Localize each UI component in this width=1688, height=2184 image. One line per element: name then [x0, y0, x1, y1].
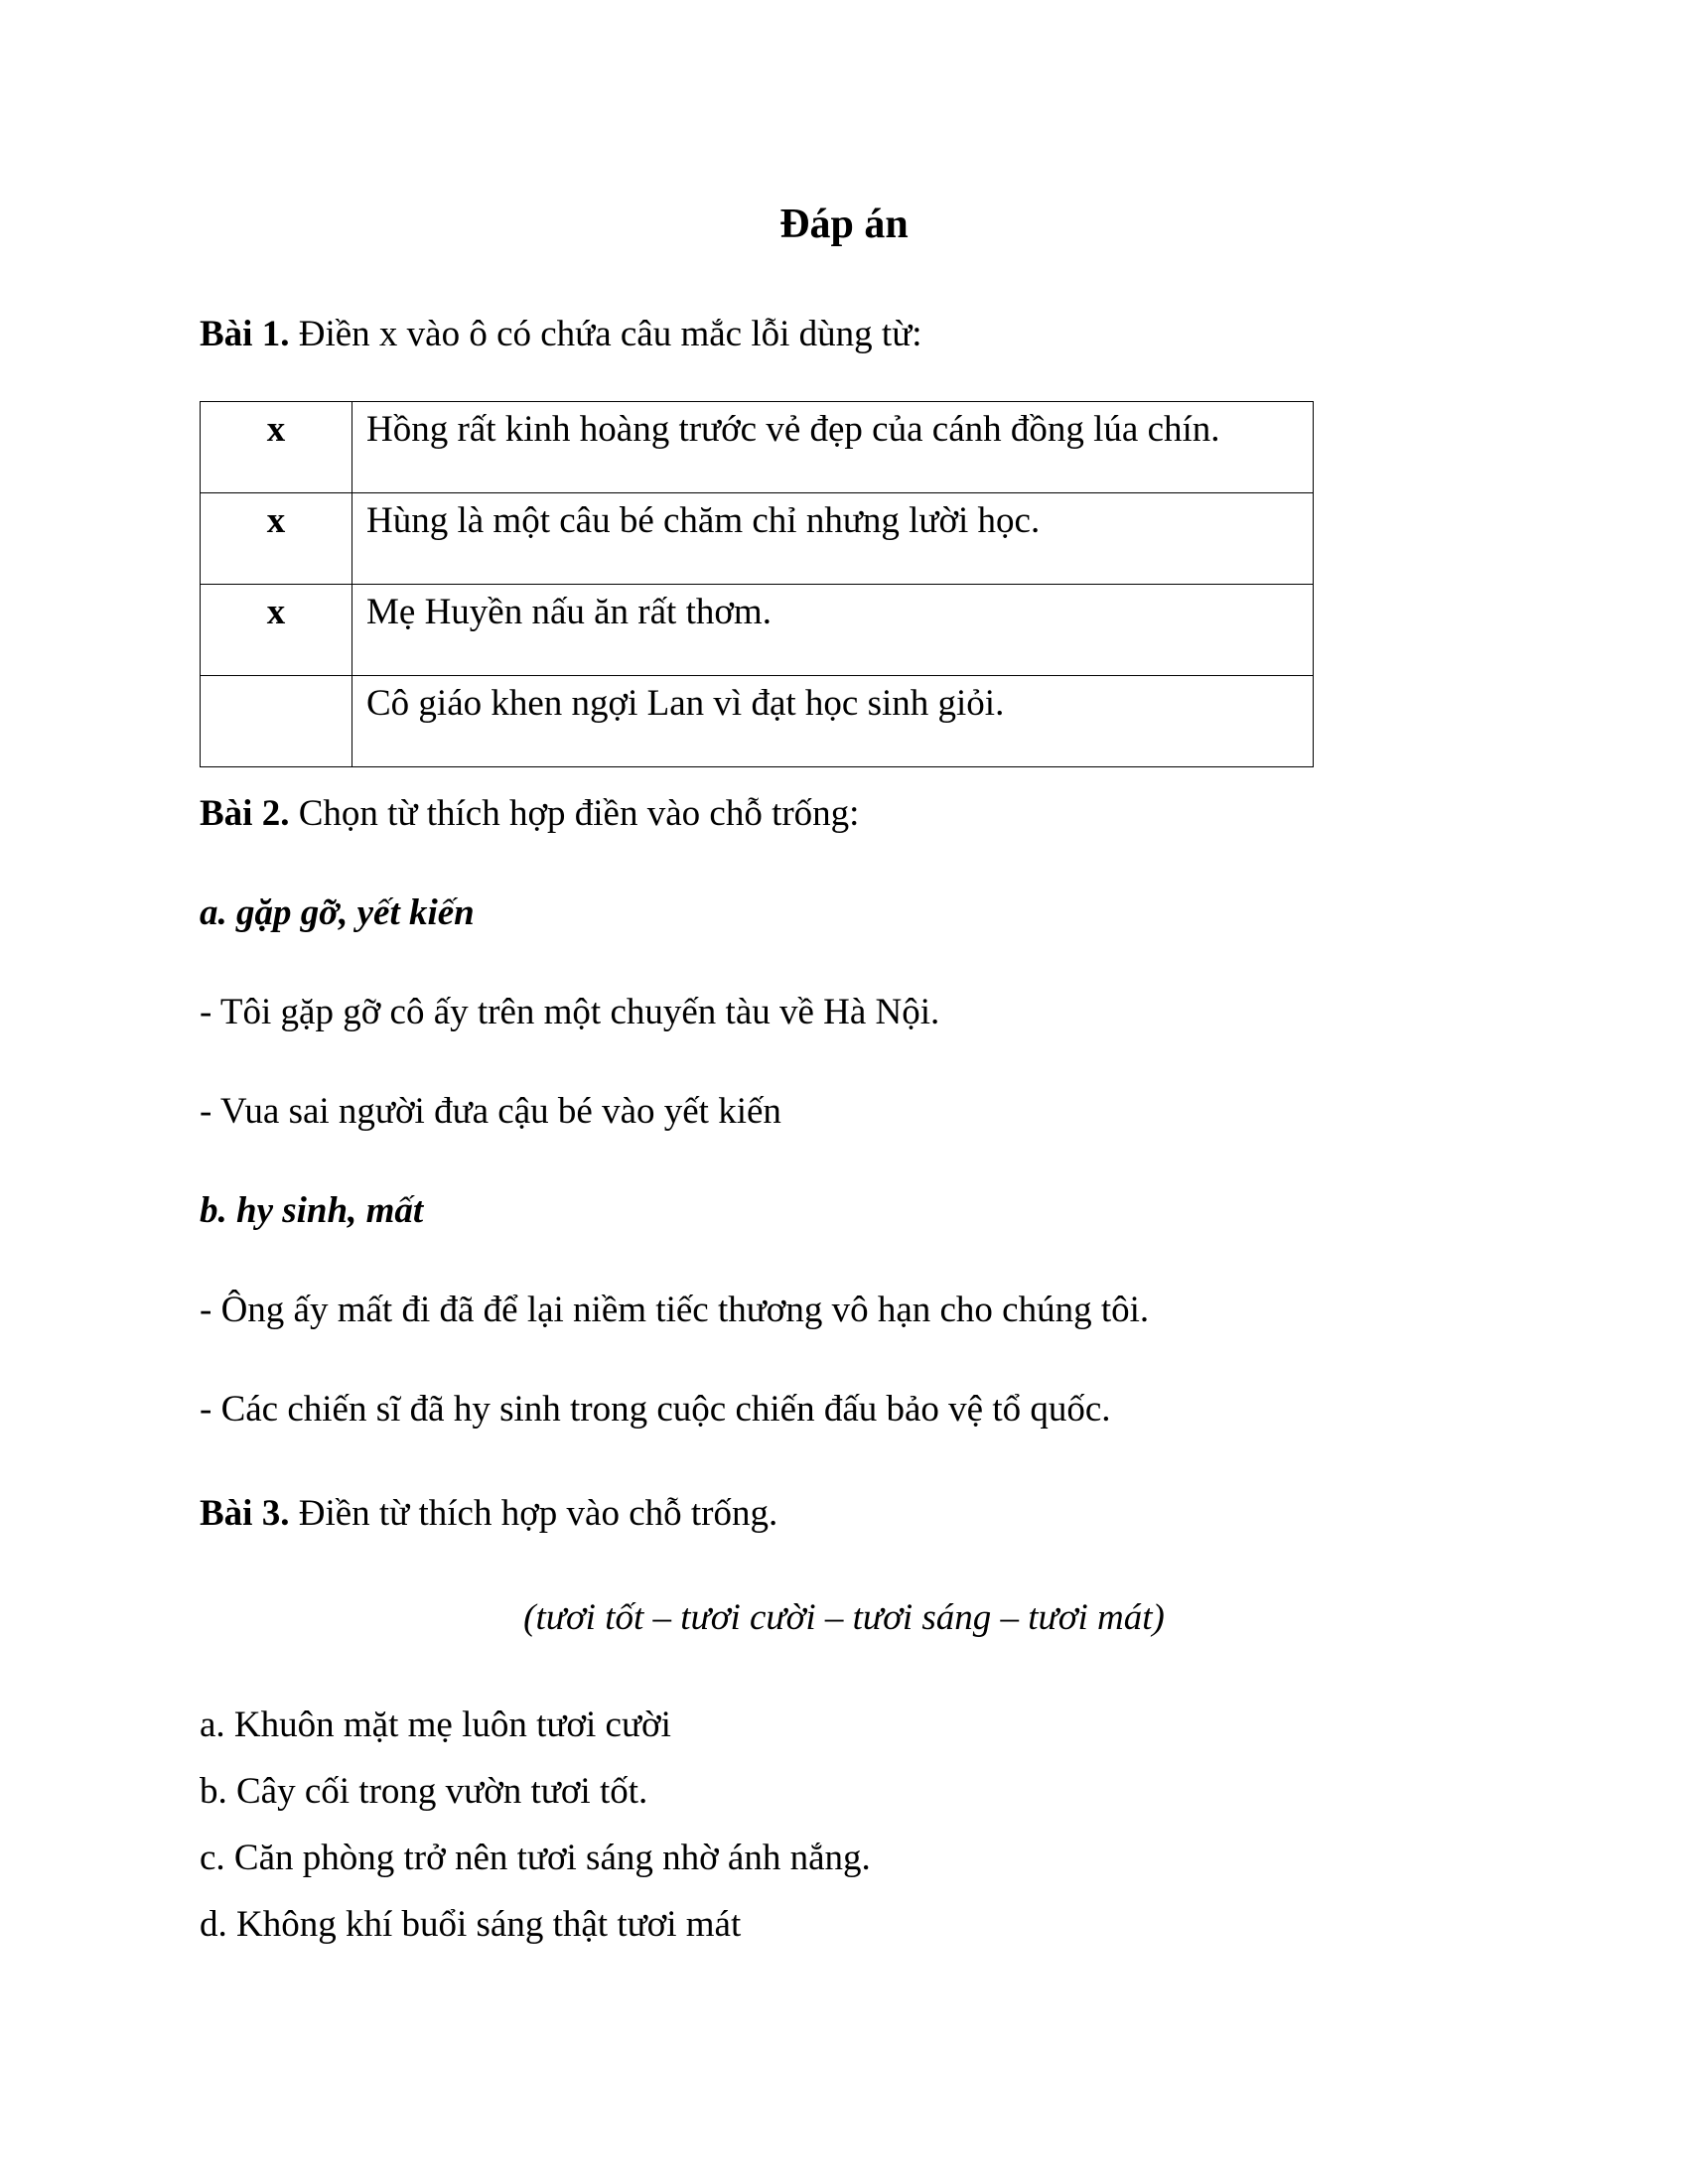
- sentence-cell: Cô giáo khen ngợi Lan vì đạt học sinh giỏi.: [352, 676, 1314, 767]
- answer-mark-cell: x: [201, 402, 352, 493]
- exercise-3-heading: [200, 1489, 777, 1539]
- exercise-2-label: Bài 2.: [200, 793, 290, 834]
- sentence-cell: Hồng rất kinh hoàng trước vẻ đẹp của cánh đồng lúa chín.: [352, 402, 1314, 493]
- exercise-2-prompt: Chọn từ thích hợp điền vào chỗ trống:: [289, 793, 860, 834]
- exercise-2-part-a-heading: a. gặp gỡ, yết kiến: [200, 892, 475, 933]
- exercise-1-heading: [200, 310, 922, 359]
- exercise-2-part-a-line: - Vua sai người đưa cậu bé vào yết kiến: [200, 1091, 781, 1132]
- exercise-3-answer: d. Không khí buổi sáng thật tươi mát: [200, 1904, 742, 1945]
- exercise-3-answer: b. Cây cối trong vườn tươi tốt.: [200, 1771, 648, 1812]
- exercise-2-part-b-line: - Các chiến sĩ đã hy sinh trong cuộc chiến đấu bảo vệ tổ quốc.: [200, 1389, 1111, 1430]
- exercise-3-answer: a. Khuôn mặt mẹ luôn tươi cười: [200, 1705, 671, 1745]
- exercise-2-heading: [200, 789, 859, 839]
- table-row: [201, 585, 1314, 676]
- exercise-2-part-b-heading: b. hy sinh, mất: [200, 1190, 424, 1231]
- exercise-2-part-b-line: - Ông ấy mất đi đã để lại niềm tiếc thương vô hạn cho chúng tôi.: [200, 1290, 1150, 1330]
- answer-mark-cell: x: [201, 493, 352, 585]
- exercise-1-label: Bài 1.: [200, 314, 290, 354]
- sentence-cell: Hùng là một câu bé chăm chỉ nhưng lười học.: [352, 493, 1314, 585]
- table-row: [201, 676, 1314, 767]
- sentence-cell: Mẹ Huyền nấu ăn rất thơm.: [352, 585, 1314, 676]
- answer-mark-cell: x: [201, 585, 352, 676]
- exercise-1-table: [200, 401, 1314, 767]
- exercise-3-prompt: Điền từ thích hợp vào chỗ trống.: [289, 1493, 778, 1534]
- exercise-1-prompt: Điền x vào ô có chứa câu mắc lỗi dùng từ:: [289, 314, 922, 354]
- word-bank: (tươi tốt – tươi cười – tươi sáng – tươi mát): [523, 1597, 1165, 1638]
- table-row: [201, 493, 1314, 585]
- exercise-2-part-a-line: - Tôi gặp gỡ cô ấy trên một chuyến tàu về Hà Nội.: [200, 992, 940, 1032]
- exercise-3-label: Bài 3.: [200, 1493, 290, 1534]
- table-row: [201, 402, 1314, 493]
- exercise-3-answer: c. Căn phòng trở nên tươi sáng nhờ ánh nắng.: [200, 1838, 871, 1878]
- answer-mark-cell: [201, 676, 352, 767]
- page-title: Đáp án: [779, 202, 909, 247]
